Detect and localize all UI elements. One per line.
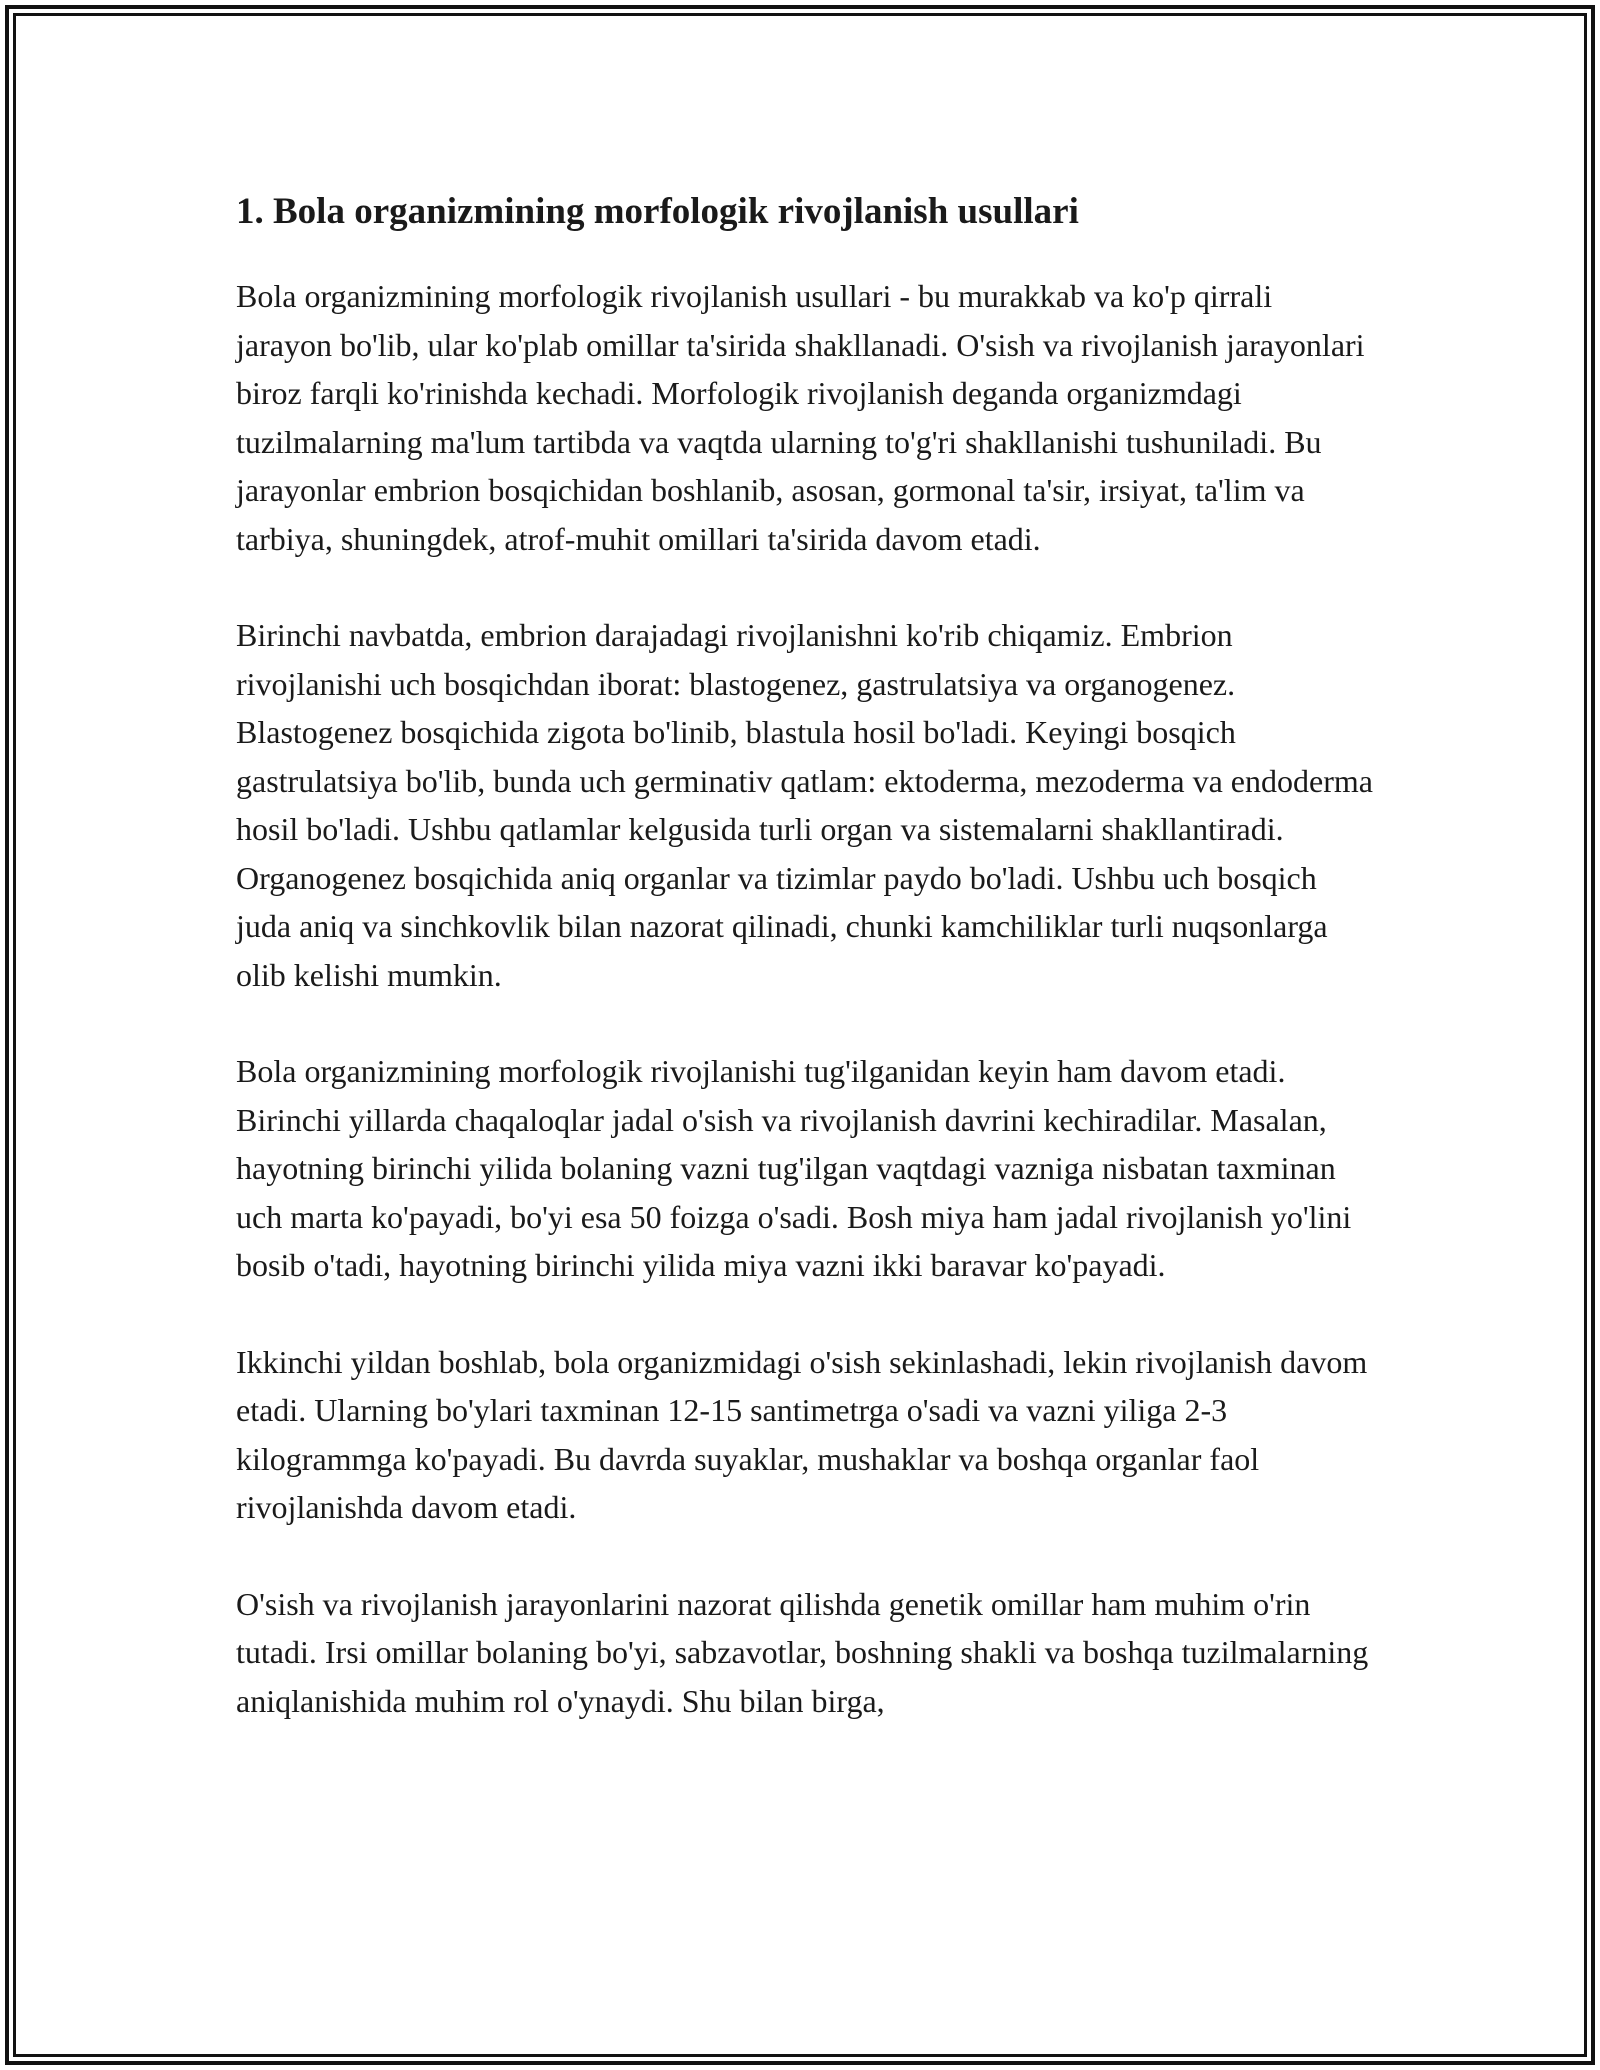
paragraph-second-year: Ikkinchi yildan boshlab, bola organizmidagi o'sish sekinlashadi, lekin rivojlanish davom etadi. Ularning bo'ylari taxminan 12-15 santimetrga o'sadi va vazni yiliga 2-3 kilogrammga ko'payadi. Bu davrda suyaklar, mushaklar va boshqa organlar faol rivojlanishda davom etadi.: [236, 1343, 1368, 1525]
paragraph-genetic-factors: O'sish va rivojlanish jarayonlarini nazorat qilishda genetik omillar ham muhim o'rin tutadi. Irsi omillar bolaning bo'yi, sabzavotlar, boshning shakli va boshqa tuzilmalarning aniqlanishida muhim rol o'ynaydi. Shu bilan birga,: [236, 1585, 1369, 1719]
document-body: [236, 188, 1376, 1773]
section-heading: 1. Bola organizmining morfologik rivojlanish usullari: [236, 191, 1079, 232]
paragraph-embryonic-development: Birinchi navbatda, embrion darajadagi rivojlanishni ko'rib chiqamiz. Embrion rivojlanishi uch bosqichdan iborat: blastogenez, gastrulatsiya va organogenez. Blastogenez bosqichida zigota bo'linib, blastula hosil bo'ladi. Keyingi bosqich gastrulatsiya bo'lib, bunda uch germinativ qatlam: ektoderma, mezoderma va endoderma hosil bo'ladi. Ushbu qatlamlar kelgusida turli organ va sistemalarni shakllantiradi. Organogenez bosqichida aniq organlar va tizimlar paydo bo'ladi. Ushbu uch bosqich juda aniq va sinchkovlik bilan nazorat qilinadi, chunki kamchiliklar turli nuqsonlarga olib kelishi mumkin.: [236, 617, 1373, 993]
paragraph-postnatal-development: Bola organizmining morfologik rivojlanishi tug'ilganidan keyin ham davom etadi. Birinchi yillarda chaqaloqlar jadal o'sish va rivojlanish davrini kechiradilar. Masalan, hayotning birinchi yilida bolaning vazni tug'ilgan vaqtdagi vazniga nisbatan taxminan uch marta ko'payadi, bo'yi esa 50 foizga o'sadi. Bosh miya ham jadal rivojlanish yo'lini bosib o'tadi, hayotning birinchi yilida miya vazni ikki baravar ko'payadi.: [236, 1053, 1352, 1283]
paragraph-intro: Bola organizmining morfologik rivojlanish usullari - bu murakkab va ko'p qirrali jarayon bo'lib, ular ko'plab omillar ta'sirida shakllanadi. O'sish va rivojlanish jarayonlari biroz farqli ko'rinishda kechadi. Morfologik rivojlanish deganda organizmdagi tuzilmalarning ma'lum tartibda va vaqtda ularning to'g'ri shakllanishi tushuniladi. Bu jarayonlar embrion bosqichidan boshlanib, asosan, gormonal ta'sir, irsiyat, ta'lim va tarbiya, shuningdek, atrof-muhit omillari ta'sirida davom etadi.: [236, 278, 1365, 557]
